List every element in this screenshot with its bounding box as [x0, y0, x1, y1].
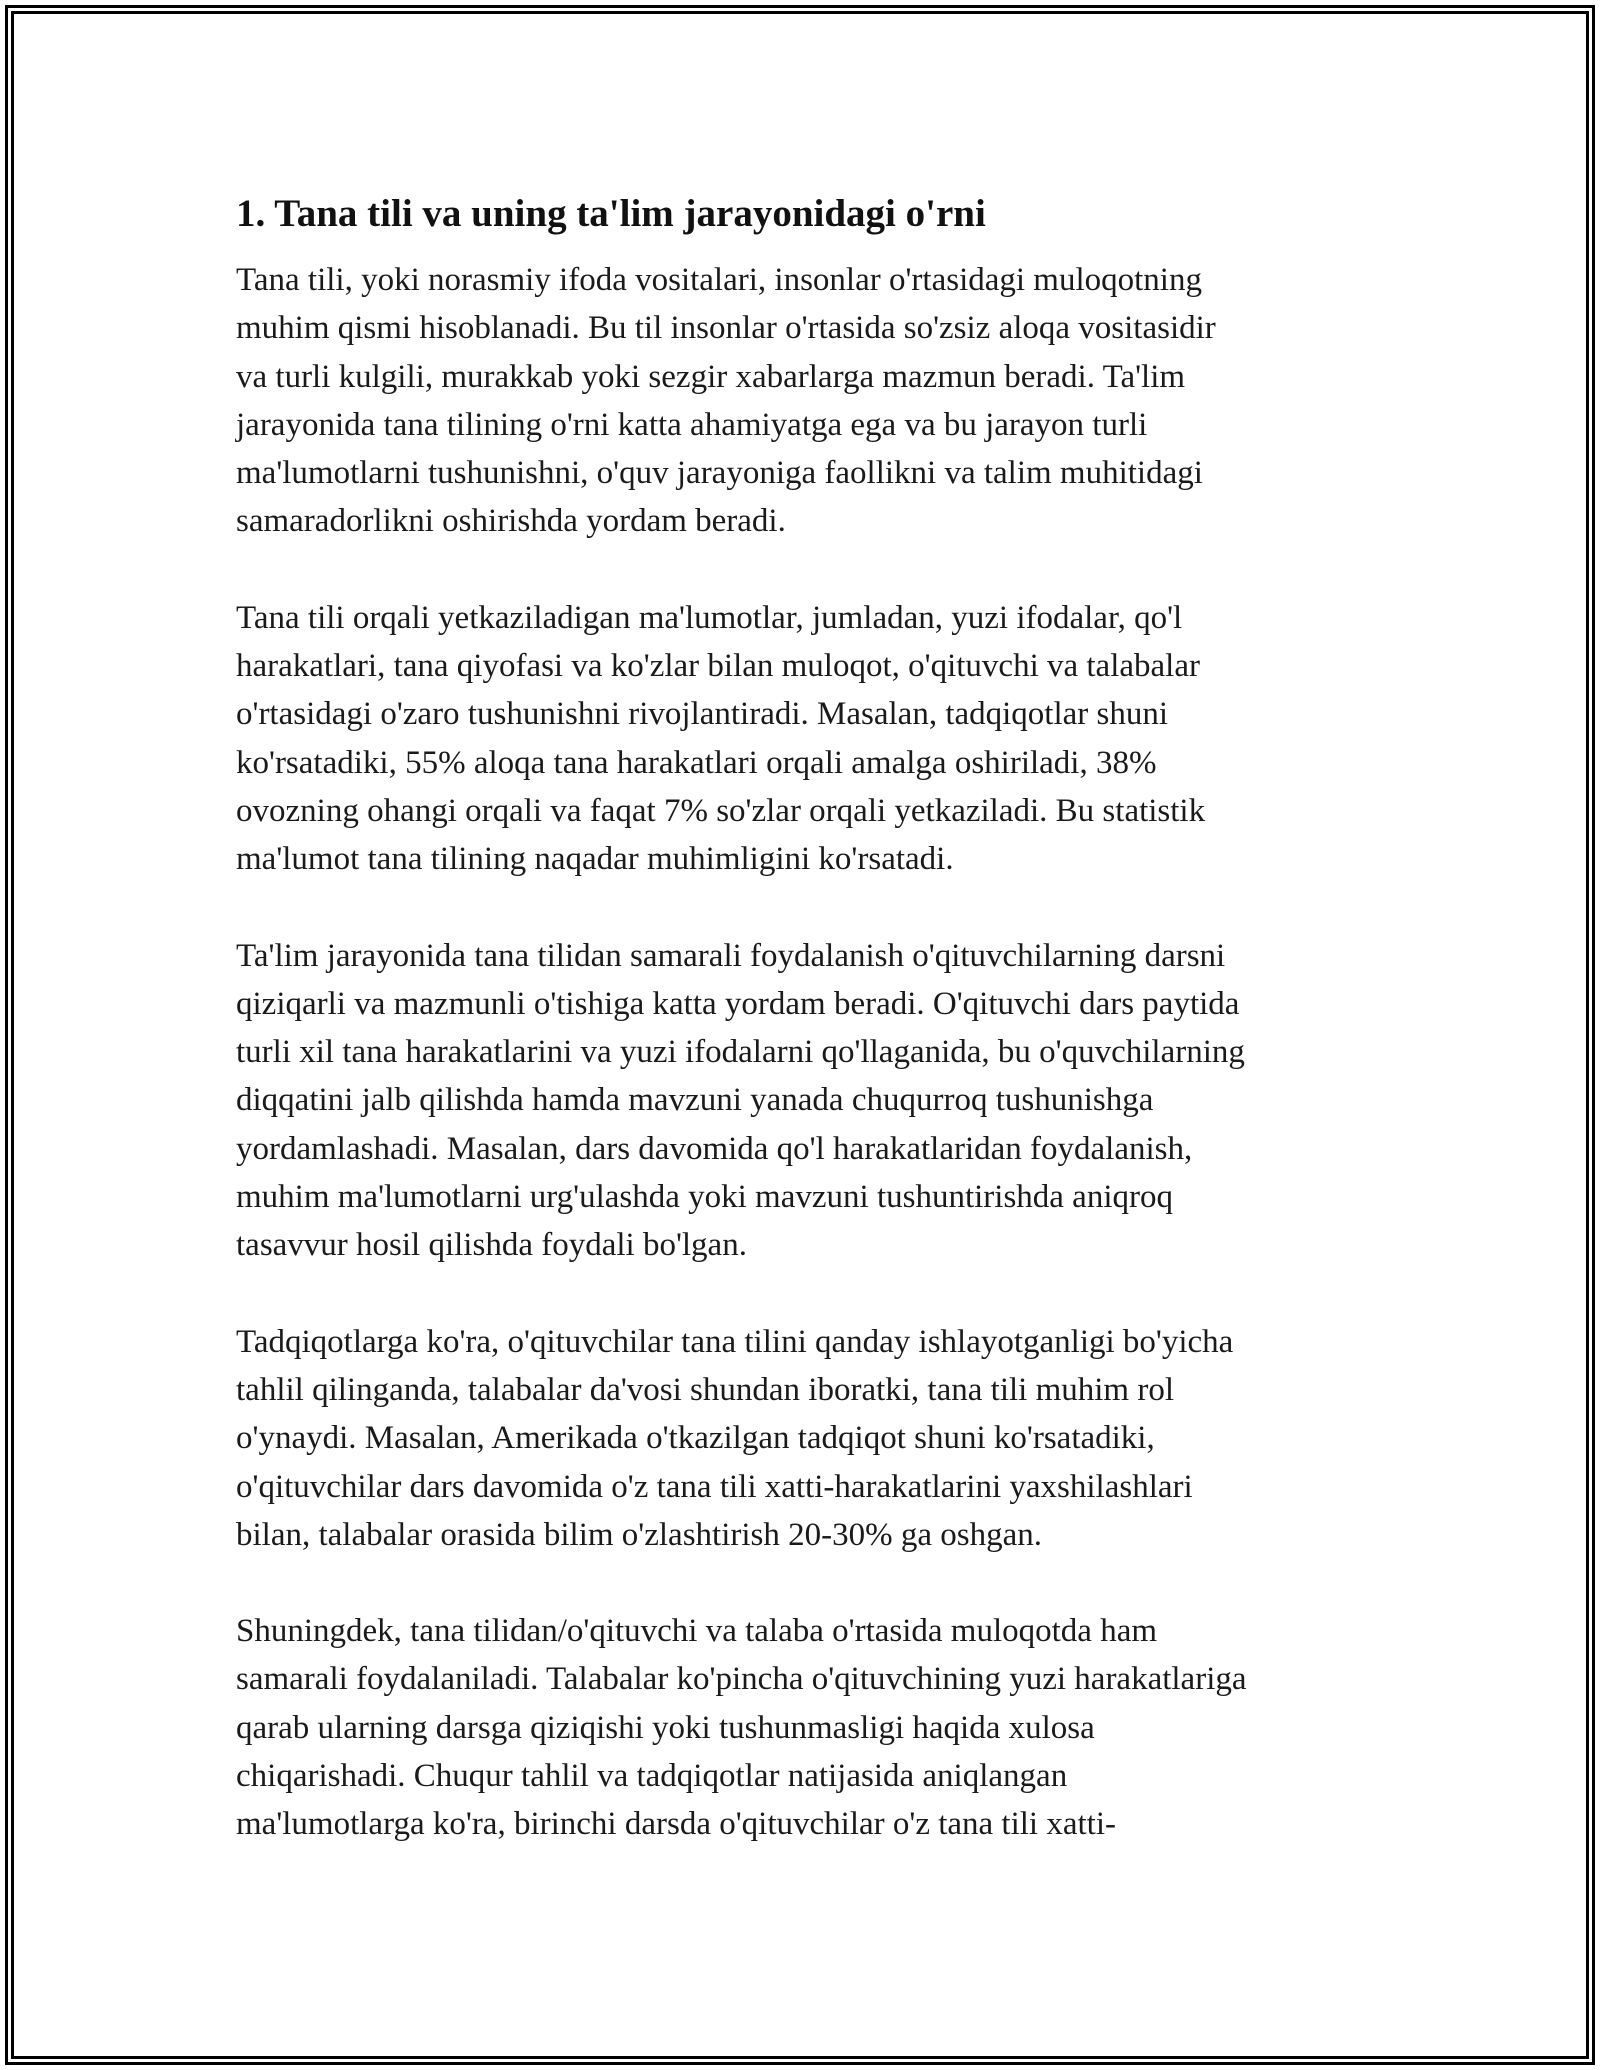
paragraph-line: samarali foydalaniladi. Talabalar ko'pincha o'qituvchining yuzi harakatlariga: [236, 1661, 1247, 1698]
paragraph-line: muhim qismi hisoblanadi. Bu til insonlar o'rtasida so'zsiz aloqa vositasidir: [236, 310, 1216, 347]
paragraph-line: chiqarishadi. Chuqur tahlil va tadqiqotlar natijasida aniqlangan: [236, 1758, 1068, 1795]
paragraph-line: o'qituvchilar dars davomida o'z tana tili xatti-harakatlarini yaxshilashlari: [236, 1468, 1193, 1505]
paragraph-line: harakatlari, tana qiyofasi va ko'zlar bilan muloqot, o'qituvchi va talabalar: [236, 648, 1200, 685]
paragraph-line: yordamlashadi. Masalan, dars davomida qo'l harakatlaridan foydalanish,: [236, 1130, 1193, 1167]
paragraph-line: Tana tili, yoki norasmiy ifoda vositalari, insonlar o'rtasidagi muloqotning: [236, 262, 1202, 298]
paragraph: [236, 594, 1376, 884]
paragraph-line: va turli kulgili, murakkab yoki sezgir xabarlarga mazmun beradi. Ta'lim: [236, 358, 1186, 395]
paragraph: [236, 256, 1376, 546]
section-heading: 1. Tana tili va uning ta'lim jarayonidagi o'rni: [236, 192, 986, 235]
paragraph-line: qarab ularning darsga qiziqishi yoki tushunmasligi haqida xulosa: [236, 1709, 1095, 1746]
paragraph-line: diqqatini jalb qilishda hamda mavzuni yanada chuqurroq tushunishga: [236, 1082, 1154, 1119]
paragraph-line: tahlil qilinganda, talabalar da'vosi shundan iboratki, tana tili muhim rol: [236, 1371, 1174, 1408]
paragraph-line: samaradorlikni oshirishda yordam beradi.: [236, 503, 786, 540]
document-body: [236, 186, 1376, 1897]
paragraph-line: o'rtasidagi o'zaro tushunishni rivojlantiradi. Masalan, tadqiqotlar shuni: [236, 696, 1169, 733]
paragraph: [236, 1318, 1376, 1559]
paragraph-line: tasavvur hosil qilishda foydali bo'lgan.: [236, 1227, 747, 1264]
paragraph: [236, 1607, 1376, 1848]
paragraph-line: Tadqiqotlarga ko'ra, o'qituvchilar tana tilini qanday ishlayotganligi bo'yicha: [236, 1323, 1234, 1360]
paragraph-line: jarayonida tana tilining o'rni katta ahamiyatga ega va bu jarayon turli: [236, 406, 1148, 443]
paragraph-line: ma'lumotlarni tushunishni, o'quv jarayoniga faollikni va talim muhitidagi: [236, 455, 1203, 492]
paragraph-line: ovozning ohangi orqali va faqat 7% so'zlar orqali yetkaziladi. Bu statistik: [236, 792, 1206, 829]
paragraph-line: Shuningdek, tana tilidan/o'qituvchi va talaba o'rtasida muloqotda ham: [236, 1613, 1158, 1650]
paragraph-list: [236, 256, 1376, 1849]
paragraph-line: qiziqarli va mazmunli o'tishiga katta yordam beradi. O'qituvchi dars paytida: [236, 985, 1240, 1022]
paragraph: [236, 932, 1376, 1270]
paragraph-line: bilan, talabalar orasida bilim o'zlashtirish 20-30% ga oshgan.: [236, 1516, 1042, 1553]
paragraph-line: ma'lumot tana tilining naqadar muhimligini ko'rsatadi.: [236, 841, 954, 878]
paragraph-line: Ta'lim jarayonida tana tilidan samarali foydalanish o'qituvchilarning darsni: [236, 937, 1226, 974]
paragraph-line: turli xil tana harakatlarini va yuzi ifodalarni qo'llaganida, bu o'quvchilarning: [236, 1034, 1245, 1071]
paragraph-line: ma'lumotlarga ko'ra, birinchi darsda o'qituvchilar o'z tana tili xatti-: [236, 1806, 1116, 1843]
paragraph-line: Tana tili orqali yetkaziladigan ma'lumotlar, jumladan, yuzi ifodalar, qo'l: [236, 599, 1183, 636]
paragraph-line: muhim ma'lumotlarni urg'ulashda yoki mavzuni tushuntirishda aniqroq: [236, 1179, 1173, 1216]
paragraph-line: o'ynaydi. Masalan, Amerikada o'tkazilgan tadqiqot shuni ko'rsatadiki,: [236, 1420, 1155, 1457]
paragraph-line: ko'rsatadiki, 55% aloqa tana harakatlari orqali amalga oshiriladi, 38%: [236, 744, 1157, 781]
